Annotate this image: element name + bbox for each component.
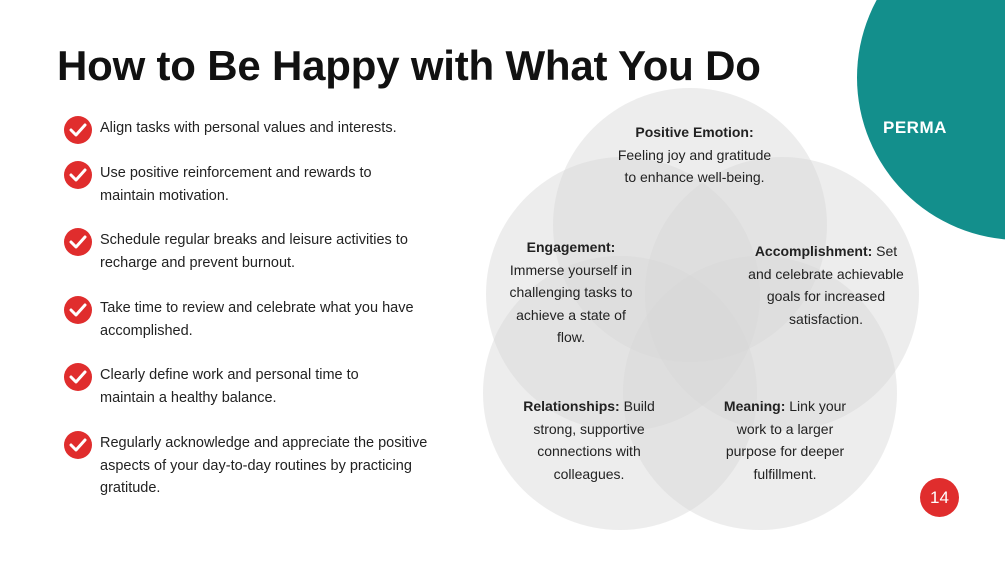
venn-text: Link your work to a larger purpose for deeper fulfillment.: [725, 398, 847, 482]
tip-text: Take time to review and celebrate what you have accomplished.: [100, 300, 414, 339]
perma-accomplishment: [745, 240, 907, 330]
venn-text: Feeling joy and gratitude to enhance well-being.: [617, 146, 772, 185]
venn-text: Immerse yourself in challenging tasks to achieve a state of flow.: [509, 261, 633, 345]
venn-text: Set and celebrate achievable goals for increased satisfaction.: [748, 243, 904, 327]
venn-label: Positive Emotion:: [635, 124, 754, 140]
tip-text: Schedule regular breaks and leisure activities to recharge and prevent burnout.: [100, 232, 408, 271]
venn-label: Accomplishment:: [754, 243, 873, 259]
perma-engagement: [506, 236, 636, 349]
venn-label: Relationships:: [523, 398, 620, 414]
perma-badge: PERMA: [883, 118, 947, 137]
tip-text: Align tasks with personal values and interests.: [100, 120, 397, 136]
tip-text: Clearly define work and personal time to maintain a healthy balance.: [100, 367, 359, 406]
tip-text: Use positive reinforcement and rewards to maintain motivation.: [100, 165, 372, 204]
perma-meaning: [712, 395, 858, 485]
venn-text: Build strong, supportive connections with colleagues.: [533, 398, 655, 482]
tip-text: Regularly acknowledge and appreciate the positive aspects of your day-to-day routines by practicing gratitude.: [100, 435, 428, 496]
perma-positive-emotion: [612, 121, 777, 189]
slide-title: How to Be Happy with What You Do: [57, 42, 761, 89]
venn-label: Engagement:: [526, 239, 616, 255]
page-number-badge: 14: [920, 478, 959, 517]
venn-label: Meaning:: [723, 398, 786, 414]
perma-relationships: [513, 395, 665, 485]
